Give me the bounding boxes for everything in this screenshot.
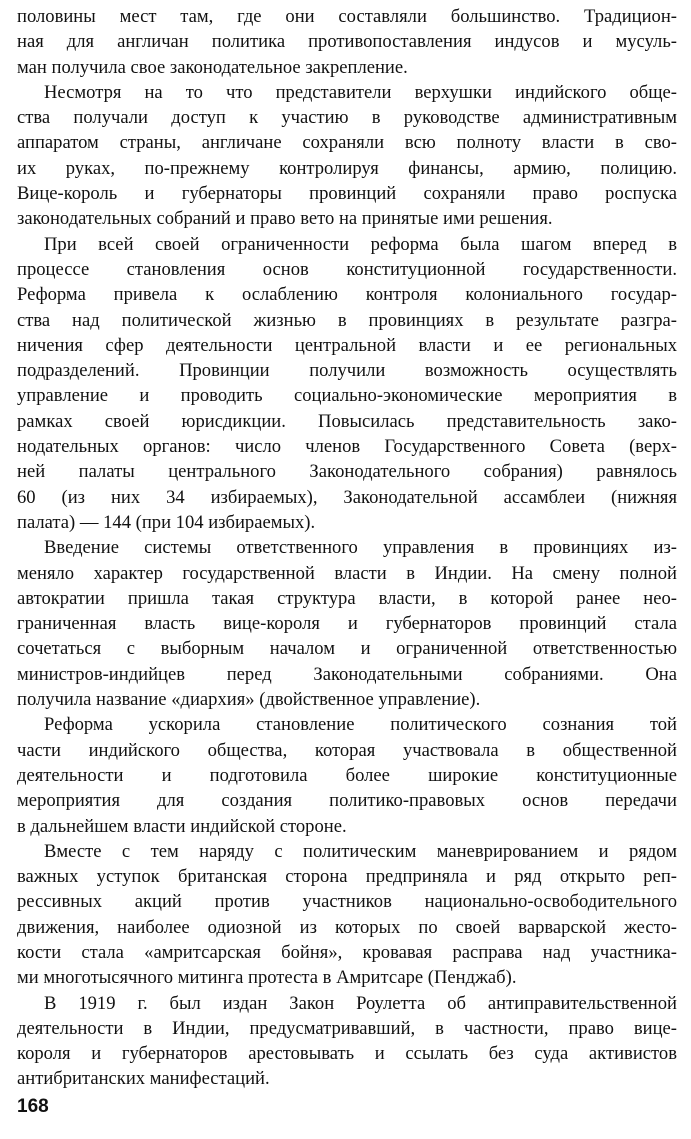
text-line: нодательных органов: число членов Государственного Совета (верх- (17, 436, 677, 458)
text-line: половины мест там, где они составляли большинство. Традицион- (17, 6, 677, 27)
text-line: Реформа ускорила становление политического сознания той (44, 714, 677, 736)
text-line: в дальнейшем власти индийской стороне. (17, 815, 347, 837)
text-line: министров-индийцев перед Законодательными собраниями. Она (17, 663, 677, 685)
paragraph (17, 232, 677, 536)
text-line: важных уступок британская сторона предприняла и ряд открыто реп- (17, 866, 677, 888)
text-line: деятельности и подготовила более широкие конституционные (17, 764, 677, 786)
text-line: ства получали доступ к участию в руководстве административным (17, 107, 677, 129)
text-line: рамках своей юрисдикции. Повысилась представительность зако- (17, 410, 677, 432)
text-line: ничения сфер деятельности центральной власти и ее региональных (17, 334, 677, 356)
text-line: ная для англичан политика противопоставления индусов и мусуль- (17, 31, 677, 53)
text-line: их руках, по-прежнему контролируя финансы, армию, полицию. (17, 157, 677, 179)
text-line: части индийского общества, которая участвовала в общественной (17, 739, 677, 761)
text-line: деятельности в Индии, предусматривавший, в частности, право вице- (17, 1017, 677, 1039)
text-line: аппаратом страны, англичане сохраняли всю полноту власти в сво- (17, 132, 677, 154)
text-line: ман получила свое законодательное закрепление. (17, 56, 408, 78)
text-line: При всей своей ограниченности реформа была шагом вперед в (44, 233, 677, 255)
text-line: законодательных собраний и право вето на принятые ими решения. (17, 208, 553, 230)
text-line: управление и проводить социально-экономические мероприятия в (17, 385, 677, 407)
text-line: 60 (из них 34 избираемых), Законодательной ассамблеи (нижняя (17, 486, 677, 508)
text-line: Несмотря на то что представители верхушки индийского обще- (44, 81, 677, 103)
text-line: Вместе с тем наряду с политическим маневрированием и рядом (44, 840, 677, 862)
page-number: 168 (17, 1096, 49, 1117)
paragraph (17, 4, 677, 80)
text-line: получила название «диархия» (двойственное управление). (17, 689, 481, 711)
text-line: сочетаться с выборным началом и ограниченной ответственностью (17, 638, 677, 660)
text-line: рессивных акций против участников национально-освободительного (17, 891, 677, 913)
paragraph (17, 991, 677, 1092)
text-line: автократии пришла такая структура власти, в которой ранее нео- (17, 587, 677, 609)
paragraph (17, 535, 677, 712)
text-line: короля и губернаторов арестовывать и ссылать без суда активистов (17, 1043, 677, 1065)
text-line: меняло характер государственной власти в Индии. На смену полной (17, 562, 677, 584)
text-line: граниченная власть вице-короля и губернаторов провинций стала (17, 613, 677, 635)
text-line: Вице-король и губернаторы провинций сохраняли право роспуска (17, 183, 677, 205)
body-text (17, 4, 677, 1092)
text-line: ми многотысячного митинга протеста в Амритсаре (Пенджаб). (17, 967, 517, 989)
text-line: антибританских манифестаций. (17, 1068, 270, 1090)
paragraph (17, 839, 677, 991)
text-line: В 1919 г. был издан Закон Роулетта об антиправительственной (44, 992, 677, 1014)
paragraph (17, 712, 677, 838)
text-line: движения, наиболее одиозной из которых по своей варварской жесто- (17, 916, 677, 938)
text-line: Введение системы ответственного управления в провинциях из- (44, 537, 677, 559)
text-line: палата) — 144 (при 104 избираемых). (17, 511, 316, 533)
text-line: кости стала «амритсарская бойня», кровавая расправа над участника- (17, 941, 677, 963)
paragraph (17, 80, 677, 232)
text-line: ней палаты центрального Законодательного собрания) равнялось (17, 461, 677, 483)
text-line: подразделений. Провинции получили возможность осуществлять (17, 360, 677, 382)
text-line: процессе становления основ конституционной государственности. (17, 258, 677, 280)
text-line: ства над политической жизнью в провинциях в результате разгра- (17, 309, 677, 331)
text-line: мероприятия для создания политико-правовых основ передачи (17, 790, 677, 812)
text-line: Реформа привела к ослаблению контроля колониального государ- (17, 284, 677, 306)
